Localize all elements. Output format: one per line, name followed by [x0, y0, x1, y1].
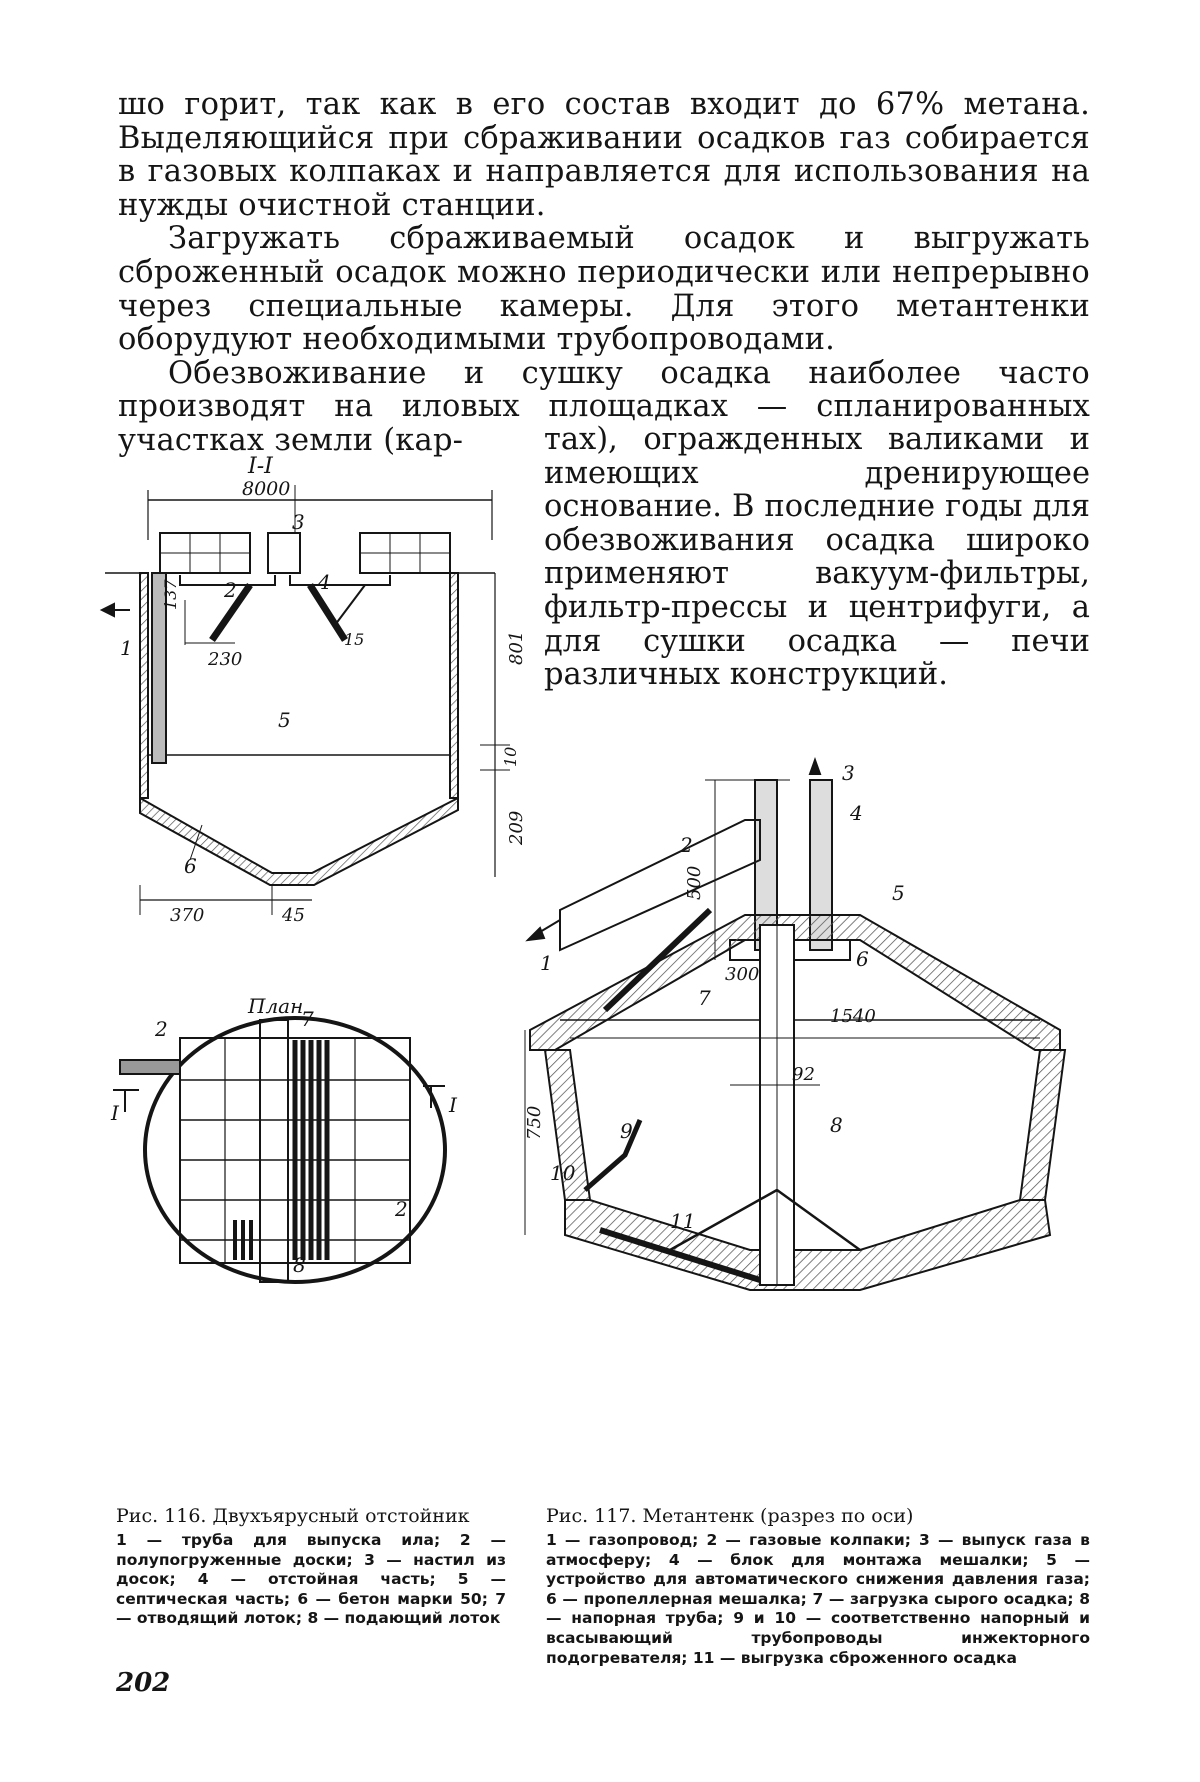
label-1: 1	[120, 636, 133, 660]
d-label-2: 2	[680, 833, 693, 857]
paragraph-1: шо горит, так как в его состав входит до 67% метана. Выделяющийся при сбраживании осадков газ собирается в газовых колпаках и направляется для использования на нужды очистной станции.	[118, 87, 1090, 223]
d-label-10: 10	[550, 1161, 576, 1185]
label-2: 2	[224, 578, 237, 602]
width-dim: 8000	[242, 478, 291, 500]
plan-label-7: 7	[301, 1007, 314, 1031]
d-label-7: 7	[698, 986, 711, 1010]
fig116-plan	[105, 1007, 485, 1310]
d-dim-500: 500	[684, 865, 705, 900]
dim-370: 370	[170, 905, 205, 926]
dim-45: 45	[282, 905, 305, 926]
fig116-caption	[116, 1505, 506, 1629]
label-3: 3	[292, 510, 305, 534]
d-dim-92: 92	[792, 1064, 815, 1085]
dim-230: 230	[208, 649, 243, 670]
fig117-digester	[524, 760, 1090, 1340]
dim-801: 801	[506, 630, 527, 665]
label-4: 4	[318, 570, 331, 594]
dim-137: 137	[161, 579, 180, 610]
dim-15: 15	[344, 630, 365, 649]
paragraph-3-continuation: тах), огражденных валиками и имеющих дренирующее основание. В последние годы для обезвоживания осадка широко применяют вакуум-фильтры, фильтр-прессы и центрифуги, а для сушки осадка — печи различных конструкций.	[544, 422, 1090, 693]
fig116-caption-body: 1 — труба для выпуска ила; 2 — полупогруженные доски; 3 — настил из досок; 4 — отстойная часть; 5 — септическая часть; 6 — бетон марки 50; 7 — отводящий лоток; 8 — подающий лоток	[116, 1531, 506, 1628]
fig117-caption-body: 1 — газопровод; 2 — газовые колпаки; 3 — выпуск газа в атмосферу; 4 — блок для монтажа мешалки; 5 — устройство для автоматического снижения давления газа; 6 — пропеллерная мешалка; 7 — загрузка сырого осадка; 8 — напорная труба; 9 и 10 — соответственно напорный и всасывающий трубопроводы инжекторного подогревателя; 11 — выгрузка сброженного осадка	[546, 1531, 1090, 1667]
plan-label-2: 2	[155, 1017, 168, 1041]
d-label-8: 8	[830, 1113, 843, 1137]
d-dim-300: 300	[725, 964, 760, 985]
plan-label-8: 8	[293, 1253, 306, 1277]
d-label-3: 3	[842, 761, 855, 785]
d-label-11: 11	[670, 1209, 696, 1233]
fig116-section	[100, 445, 530, 1020]
label-5: 5	[278, 708, 291, 732]
section-label: I-I	[248, 454, 273, 479]
label-6: 6	[184, 854, 197, 878]
d-label-6: 6	[856, 947, 869, 971]
dim-209: 209	[506, 810, 527, 845]
d-dim-1540: 1540	[830, 1006, 876, 1027]
paragraph-2: Загружать сбраживаемый осадок и выгружать сброженный осадок можно периодически или непрерывно через специальные камеры. Для этого метантенки оборудуют необходимыми трубопроводами.	[118, 221, 1090, 358]
plan-label: План	[248, 994, 304, 1018]
d-label-1: 1	[540, 951, 553, 975]
d-label-9: 9	[620, 1119, 633, 1143]
fig117-caption	[546, 1505, 1090, 1668]
fig117-caption-title: Рис. 117. Метантенк (разрез по оси)	[546, 1505, 914, 1527]
body-text	[118, 88, 1090, 458]
paragraph-3: Обезвоживание и сушку осадка наиболее часто производят на иловых площадках — спланированных участках земли (кар-	[118, 355, 1090, 458]
d-label-4: 4	[850, 801, 863, 825]
page-number: 202	[116, 1668, 171, 1698]
d-label-5: 5	[892, 881, 905, 905]
plan-label-2b: 2	[395, 1197, 408, 1221]
fig116-caption-title: Рис. 116. Двухъярусный отстойник	[116, 1505, 470, 1527]
d-dim-750: 750	[524, 1105, 545, 1140]
dim-10: 10	[501, 746, 520, 767]
cut-mark-left: I	[111, 1101, 119, 1125]
cut-mark-right: I	[449, 1093, 457, 1117]
